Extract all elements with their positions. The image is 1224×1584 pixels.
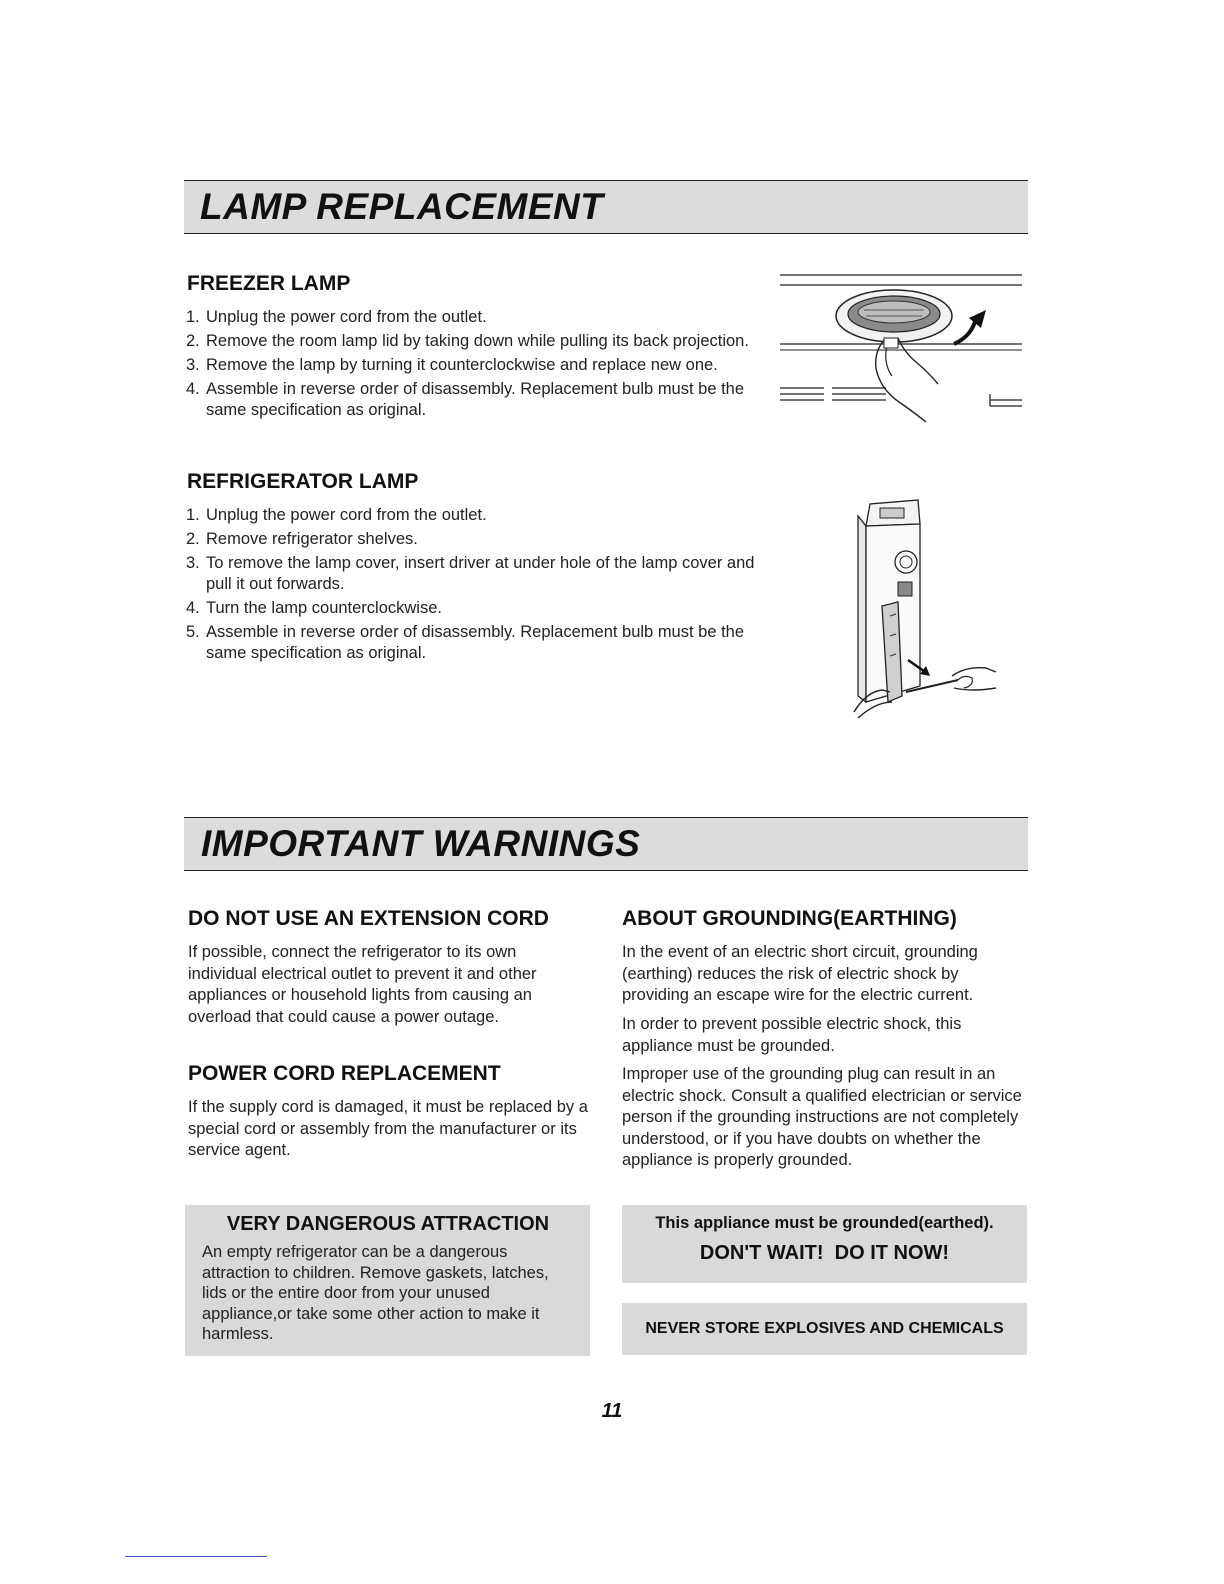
list-item: 5. Assemble in reverse order of disassembly. Replacement bulb must be the same specification as original. [186, 623, 745, 662]
refrigerator-lamp-steps [186, 505, 766, 667]
extension-cord-heading: DO NOT USE AN EXTENSION CORD [188, 907, 549, 930]
list-item: 4. Assemble in reverse order of disassembly. Replacement bulb must be the same specification as original. [186, 380, 745, 419]
list-item: 3. To remove the lamp cover, insert driver at under hole of the lamp cover and pull it out forwards. [186, 554, 755, 593]
footer-divider [125, 1556, 267, 1557]
list-item: 3. Remove the lamp by turning it counterclockwise and replace new one. [186, 356, 718, 374]
grounding-paragraph-3: Improper use of the grounding plug can result in an electric shock. Consult a qualified electrician or service person if the grounding instructions are not completely understood, or if you have doubts on whether the appliance is properly grounded. [622, 1065, 1022, 1169]
dangerous-attraction-text: An empty refrigerator can be a dangerous attraction to children. Remove gaskets, latches, lids or the entire door from your unused appliance,or take some other action to make it harmless. [202, 1243, 549, 1343]
section-title-lamp-replacement: LAMP REPLACEMENT [200, 186, 604, 227]
page-number: 11 [601, 1400, 623, 1422]
grounded-warning-line: This appliance must be grounded(earthed). [655, 1214, 994, 1232]
do-it-now-line: DON'T WAIT! DO IT NOW! [699, 1242, 950, 1264]
freezer-lamp-illustration [776, 272, 1026, 432]
freezer-lamp-heading: FREEZER LAMP [187, 272, 351, 295]
grounding-paragraph-1: In the event of an electric short circuit, grounding (earthing) reduces the risk of electric shock by providing an escape wire for the electric current. [622, 943, 978, 1004]
list-item: 1. Unplug the power cord from the outlet. [186, 308, 487, 326]
dangerous-attraction-box [185, 1205, 590, 1356]
refrigerator-lamp-heading: REFRIGERATOR LAMP [187, 470, 419, 493]
dangerous-attraction-title: VERY DANGEROUS ATTRACTION [226, 1213, 550, 1235]
list-item: 2. Remove the room lamp lid by taking down while pulling its back projection. [186, 332, 749, 350]
grounding-heading: ABOUT GROUNDING(EARTHING) [622, 907, 957, 930]
list-item: 1. Unplug the power cord from the outlet. [186, 506, 487, 524]
explosives-warning-text: NEVER STORE EXPLOSIVES AND CHEMICALS [645, 1320, 1004, 1337]
power-cord-heading: POWER CORD REPLACEMENT [188, 1062, 501, 1085]
list-item: 2. Remove refrigerator shelves. [186, 530, 418, 548]
lamp-replacement-banner [184, 180, 1028, 234]
explosives-warning-box [622, 1303, 1027, 1355]
extension-cord-text: If possible, connect the refrigerator to its own individual electrical outlet to prevent it and other appliances or household lights from causing an overload that could cause a power outage. [188, 943, 537, 1026]
section-title-important-warnings: IMPORTANT WARNINGS [201, 823, 641, 864]
grounding-paragraph-2: In order to prevent possible electric shock, this appliance must be grounded. [622, 1015, 962, 1055]
freezer-lamp-steps [186, 307, 766, 424]
refrigerator-lamp-illustration [846, 496, 1006, 726]
important-warnings-banner [184, 817, 1028, 871]
power-cord-text: If the supply cord is damaged, it must be replaced by a special cord or assembly from the manufacturer or its service agent. [188, 1098, 588, 1159]
grounded-warning-box [622, 1205, 1027, 1283]
list-item: 4. Turn the lamp counterclockwise. [186, 599, 442, 617]
